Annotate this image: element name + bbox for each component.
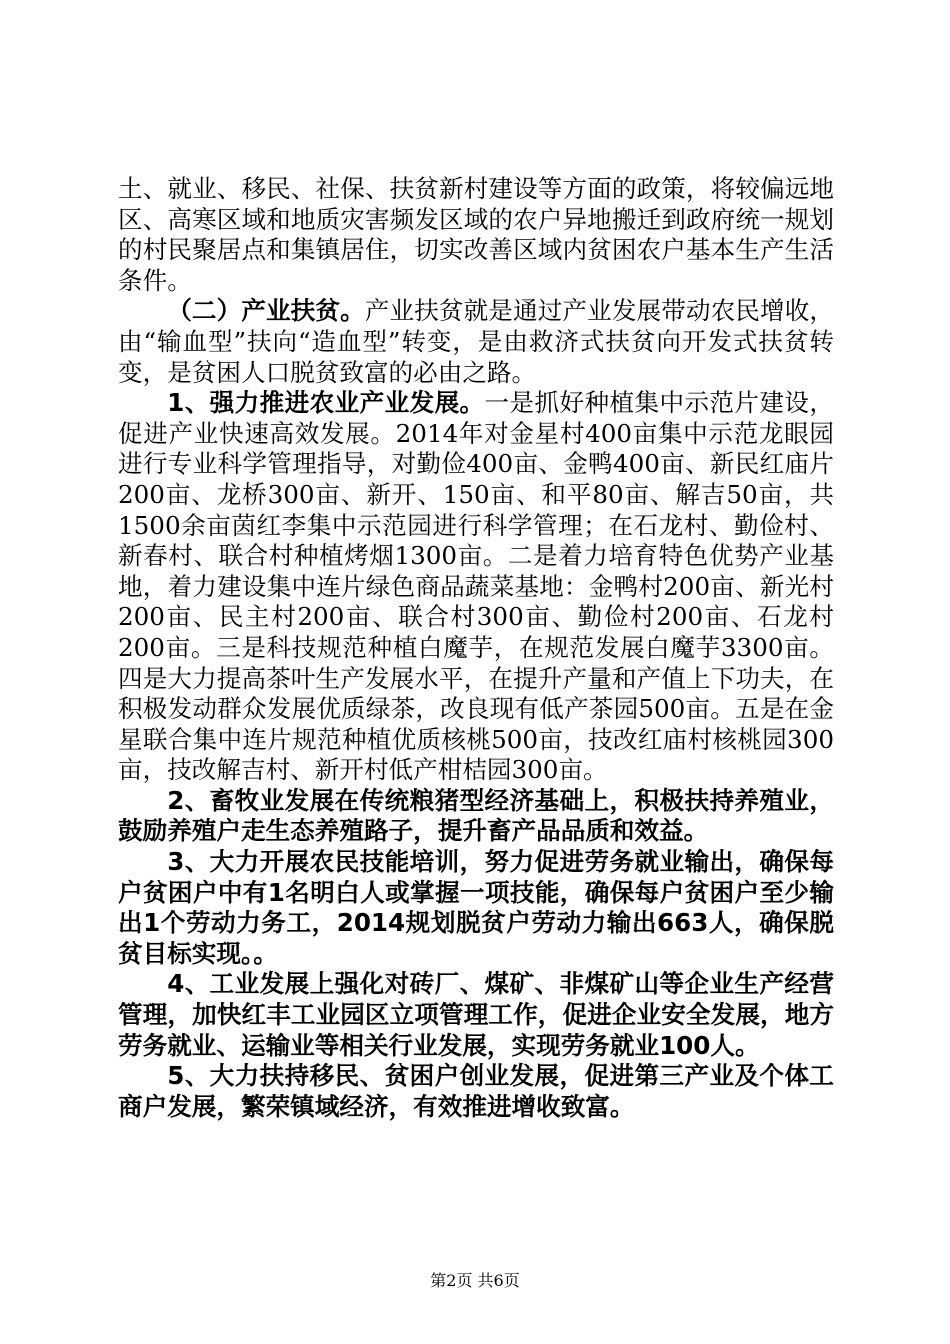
section-heading: （二）产业扶贫。 (167, 296, 365, 326)
paragraph-text: 5、大力扶持移民、贫困户创业发展，促进第三产业及个体工商户发展，繁荣镇域经济，有效推进增收致富。 (118, 1061, 834, 1121)
document-body (118, 174, 834, 1122)
paragraph-text: 土、就业、移民、社保、扶贫新村建设等方面的政策，将较偏远地区、高寒区域和地质灾害频发区域的农户异地搬迁到政府统一规划的村民聚居点和集镇居住，切实改善区域内贫困农户基本生产生活条件。 (118, 174, 834, 295)
paragraph-industry (118, 969, 834, 1061)
paragraph-agriculture (118, 388, 834, 786)
paragraph-text: 一是抓好种植集中示范片建设，促进产业快速高效发展。2014年对金星村400亩集中示范龙眼园进行专业科学管理指导，对勤俭400亩、金鸭400亩、新民红庙片200亩、龙桥300亩、新开、150亩、和平80亩、解吉50亩，共1500余亩茵红李集中示范园进行科学管理；在石龙村、勤俭村、新春村、联合村种植烤烟1300亩。二是着力培育特色优势产业基地，着力建设集中连片绿色商品蔬菜基地：金鸭村200亩、新光村200亩、民主村200亩、联合村300亩、勤俭村200亩、石龙村200亩。三是科技规范种植白魔芋，在规范发展白魔芋3300亩。四是大力提高茶叶生产发展水平，在提升产量和产值上下功夫，在积极发动群众发展优质绿茶，改良现有低产茶园500亩。五是在金星联合集中连片规范种植优质核桃500亩，技改红庙村核桃园300亩，技改解吉村、新开村低产柑桔园300亩。 (118, 388, 834, 785)
item-heading: 1、强力推进农业产业发展。 (167, 388, 485, 418)
paragraph-entrepreneurship (118, 1061, 834, 1122)
paragraph-industry-poverty (118, 296, 834, 388)
paragraph-continuation (118, 174, 834, 296)
paragraph-livestock (118, 786, 834, 847)
paragraph-text: 4、工业发展上强化对砖厂、煤矿、非煤矿山等企业生产经营管理，加快红丰工业园区立项管理工作，促进企业安全发展，地方劳务就业、运输业等相关行业发展，实现劳务就业100人。 (118, 969, 834, 1060)
paragraph-text: 3、大力开展农民技能培训，努力促进劳务就业输出，确保每户贫困户中有1名明白人或掌握一项技能，确保每户贫困户至少输出1个劳动力务工，2014规划脱贫户劳动力输出663人，确保脱贫目标实现。。 (118, 847, 834, 968)
page-number: 第2页 共6页 (430, 1271, 520, 1290)
paragraph-training (118, 847, 834, 969)
paragraph-text: 2、畜牧业发展在传统粮猪型经济基础上，积极扶持养殖业，鼓励养殖户走生态养殖路子，提升畜产品品质和效益。 (118, 785, 834, 846)
paragraph-text: 产业扶贫就是通过产业发展带动农民增收，由“输血型”扶向“造血型”转变，是由救济式扶贫向开发式扶贫转变，是贫困人口脱贫致富的必由之路。 (118, 296, 834, 387)
